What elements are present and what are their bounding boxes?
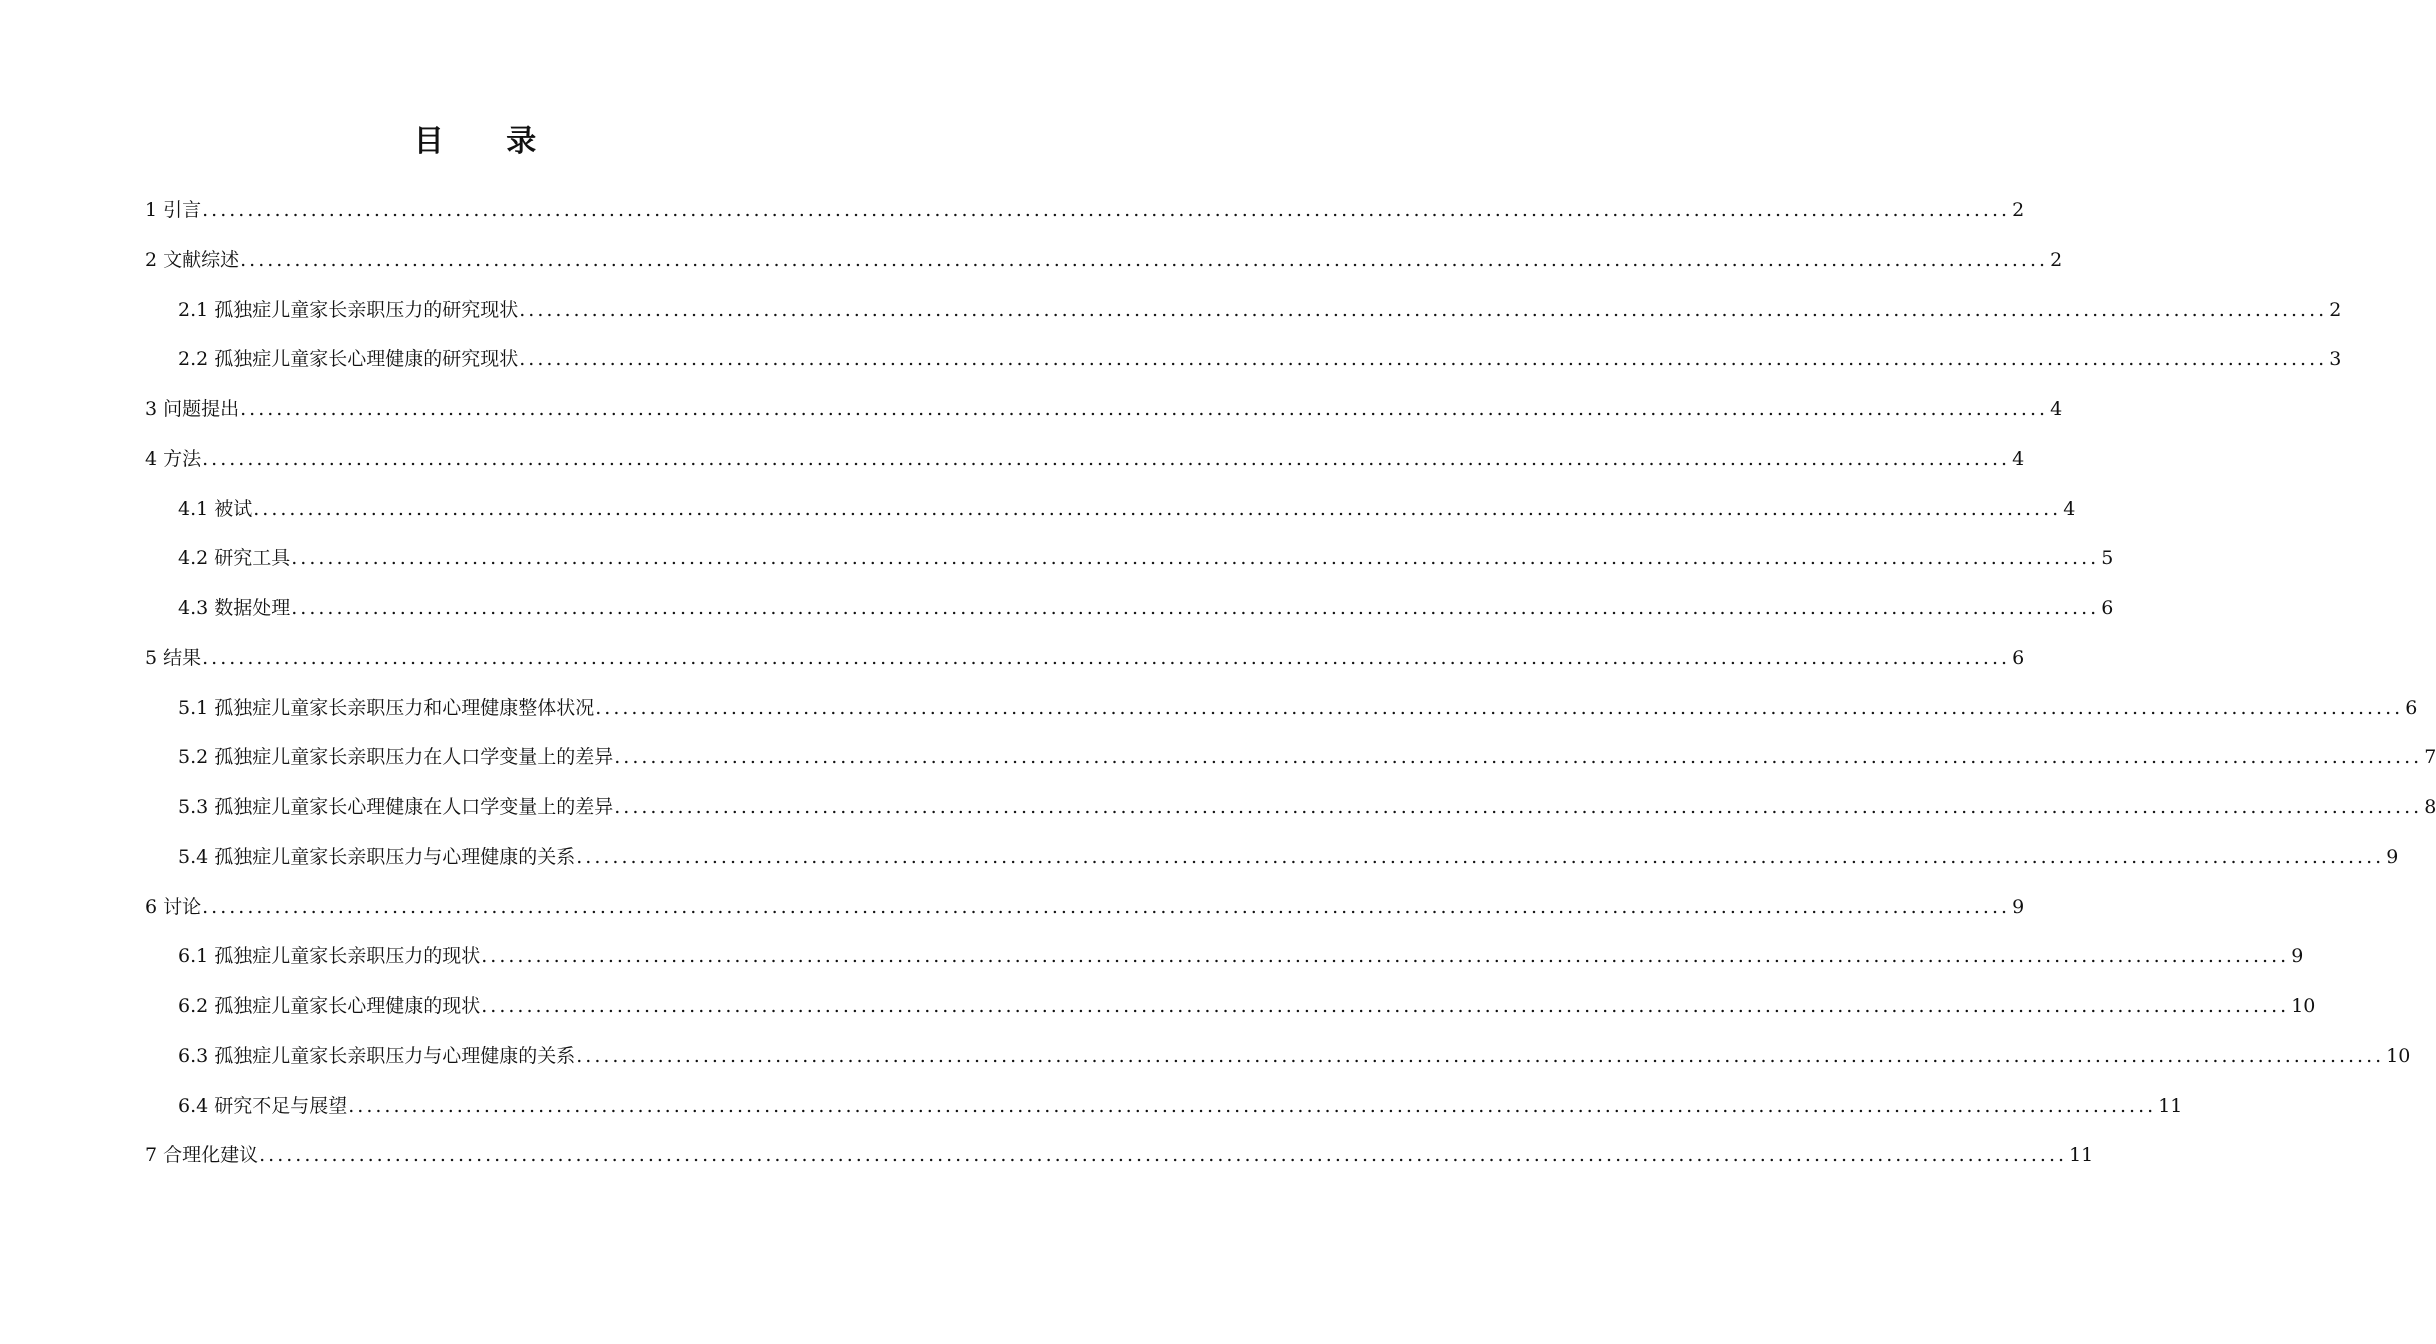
toc-subsection-entry[interactable] (145, 733, 2436, 783)
toc-dot-leader: ........................................................................................................................................................................................................ (240, 398, 2049, 420)
toc-entry-page-number: 9 (2291, 945, 2304, 968)
toc-entry-label: 6.2 孤独症儿童家长心理健康的现状 (178, 995, 481, 1017)
toc-entry-label: 1 引言 (145, 199, 202, 221)
toc-subsection-entry[interactable] (145, 584, 2114, 634)
toc-entry-label: 6.4 研究不足与展望 (178, 1094, 348, 1117)
toc-entry-label: 4 方法 (145, 447, 202, 470)
toc-dot-leader: ........................................................................................................................................................................................................ (348, 1094, 2157, 1117)
toc-section-entry[interactable] (145, 1131, 2094, 1181)
toc-subsection-entry[interactable] (145, 783, 2436, 833)
toc-subsection-entry[interactable] (145, 1032, 2411, 1082)
toc-entry-label: 4.3 数据处理 (178, 597, 291, 619)
toc-dot-leader: ........................................................................................................................................................................................................ (481, 995, 2290, 1017)
toc-entry-page-number: 10 (2291, 995, 2316, 1017)
toc-entry-label: 2.2 孤独症儿童家长心理健康的研究现状 (178, 348, 519, 371)
toc-dot-leader: ........................................................................................................................................................................................................ (576, 1044, 2385, 1067)
toc-entry-page-number: 11 (2069, 1144, 2094, 1167)
toc-dot-leader: ........................................................................................................................................................................................................ (614, 746, 2423, 769)
toc-entry-label: 3 问题提出 (145, 398, 240, 420)
toc-dot-leader: ........................................................................................................................................................................................................ (519, 348, 2328, 371)
toc-dot-leader: ........................................................................................................................................................................................................ (291, 597, 2100, 619)
toc-entry-label: 5.4 孤独症儿童家长亲职压力与心理健康的关系 (178, 845, 576, 868)
toc-entry-label: 7 合理化建议 (145, 1144, 259, 1167)
toc-entry-label: 4.2 研究工具 (178, 547, 291, 570)
toc-entry-page-number: 9 (2012, 895, 2025, 918)
toc-dot-leader: ........................................................................................................................................................................................................ (240, 248, 2049, 271)
toc-entry-label: 5 结果 (145, 646, 202, 669)
toc-entry-page-number: 3 (2329, 348, 2342, 371)
toc-entry-page-number: 6 (2405, 696, 2418, 719)
toc-dot-leader: ........................................................................................................................................................................................................ (576, 845, 2385, 868)
toc-entry-label: 6.1 孤独症儿童家长亲职压力的现状 (178, 945, 481, 968)
toc-entry-page-number: 2 (2050, 248, 2063, 271)
toc-entry-label: 6.3 孤独症儿童家长亲职压力与心理健康的关系 (178, 1044, 576, 1067)
toc-dot-leader: ........................................................................................................................................................................................................ (614, 796, 2423, 818)
toc-entry-label: 5.1 孤独症儿童家长亲职压力和心理健康整体状况 (178, 696, 595, 719)
toc-entry-label: 5.2 孤独症儿童家长亲职压力在人口学变量上的差异 (178, 746, 614, 769)
toc-entry-page-number: 4 (2050, 398, 2063, 420)
toc-subsection-entry[interactable] (145, 534, 2114, 584)
toc-entry-page-number: 2 (2012, 199, 2025, 221)
toc-entry-label: 4.1 被试 (178, 497, 253, 520)
toc-entry-page-number: 4 (2063, 497, 2076, 520)
toc-dot-leader: ........................................................................................................................................................................................................ (595, 696, 2404, 719)
toc-dot-leader: ........................................................................................................................................................................................................ (202, 895, 2011, 918)
toc-entry-page-number: 8 (2424, 796, 2436, 818)
toc-dot-leader: ........................................................................................................................................................................................................ (253, 497, 2062, 520)
toc-title: 目 录 (413, 124, 563, 159)
toc-subsection-entry[interactable] (145, 485, 2076, 535)
toc-section-entry[interactable] (145, 385, 2063, 435)
toc-dot-leader: ........................................................................................................................................................................................................ (481, 945, 2290, 968)
toc-entry-page-number: 9 (2386, 845, 2399, 868)
toc-subsection-entry[interactable] (145, 335, 2342, 385)
toc-section-entry[interactable] (145, 186, 2025, 236)
table-of-contents (145, 186, 2436, 1181)
toc-dot-leader: ........................................................................................................................................................................................................ (519, 298, 2328, 321)
toc-entry-page-number: 6 (2012, 646, 2025, 669)
toc-section-entry[interactable] (145, 883, 2025, 933)
toc-subsection-entry[interactable] (145, 833, 2399, 883)
toc-entry-page-number: 2 (2329, 298, 2342, 321)
toc-section-entry[interactable] (145, 435, 2025, 485)
toc-entry-page-number: 4 (2012, 447, 2025, 470)
toc-entry-page-number: 11 (2158, 1094, 2183, 1117)
toc-entry-label: 2 文献综述 (145, 248, 240, 271)
toc-dot-leader: ........................................................................................................................................................................................................ (291, 547, 2100, 570)
toc-dot-leader: ........................................................................................................................................................................................................ (259, 1144, 2068, 1167)
toc-section-entry[interactable] (145, 236, 2063, 286)
toc-entry-page-number: 7 (2424, 746, 2436, 769)
toc-dot-leader: ........................................................................................................................................................................................................ (202, 199, 2011, 221)
toc-subsection-entry[interactable] (145, 1082, 2183, 1132)
toc-subsection-entry[interactable] (145, 982, 2316, 1032)
toc-entry-label: 6 讨论 (145, 895, 202, 918)
toc-entry-page-number: 10 (2386, 1044, 2411, 1067)
toc-entry-label: 5.3 孤独症儿童家长心理健康在人口学变量上的差异 (178, 796, 614, 818)
toc-dot-leader: ........................................................................................................................................................................................................ (202, 447, 2011, 470)
toc-entry-label: 2.1 孤独症儿童家长亲职压力的研究现状 (178, 298, 519, 321)
toc-section-entry[interactable] (145, 634, 2025, 684)
toc-subsection-entry[interactable] (145, 286, 2342, 336)
toc-entry-page-number: 5 (2101, 547, 2114, 570)
toc-subsection-entry[interactable] (145, 932, 2304, 982)
toc-subsection-entry[interactable] (145, 684, 2418, 734)
toc-dot-leader: ........................................................................................................................................................................................................ (202, 646, 2011, 669)
toc-entry-page-number: 6 (2101, 597, 2114, 619)
